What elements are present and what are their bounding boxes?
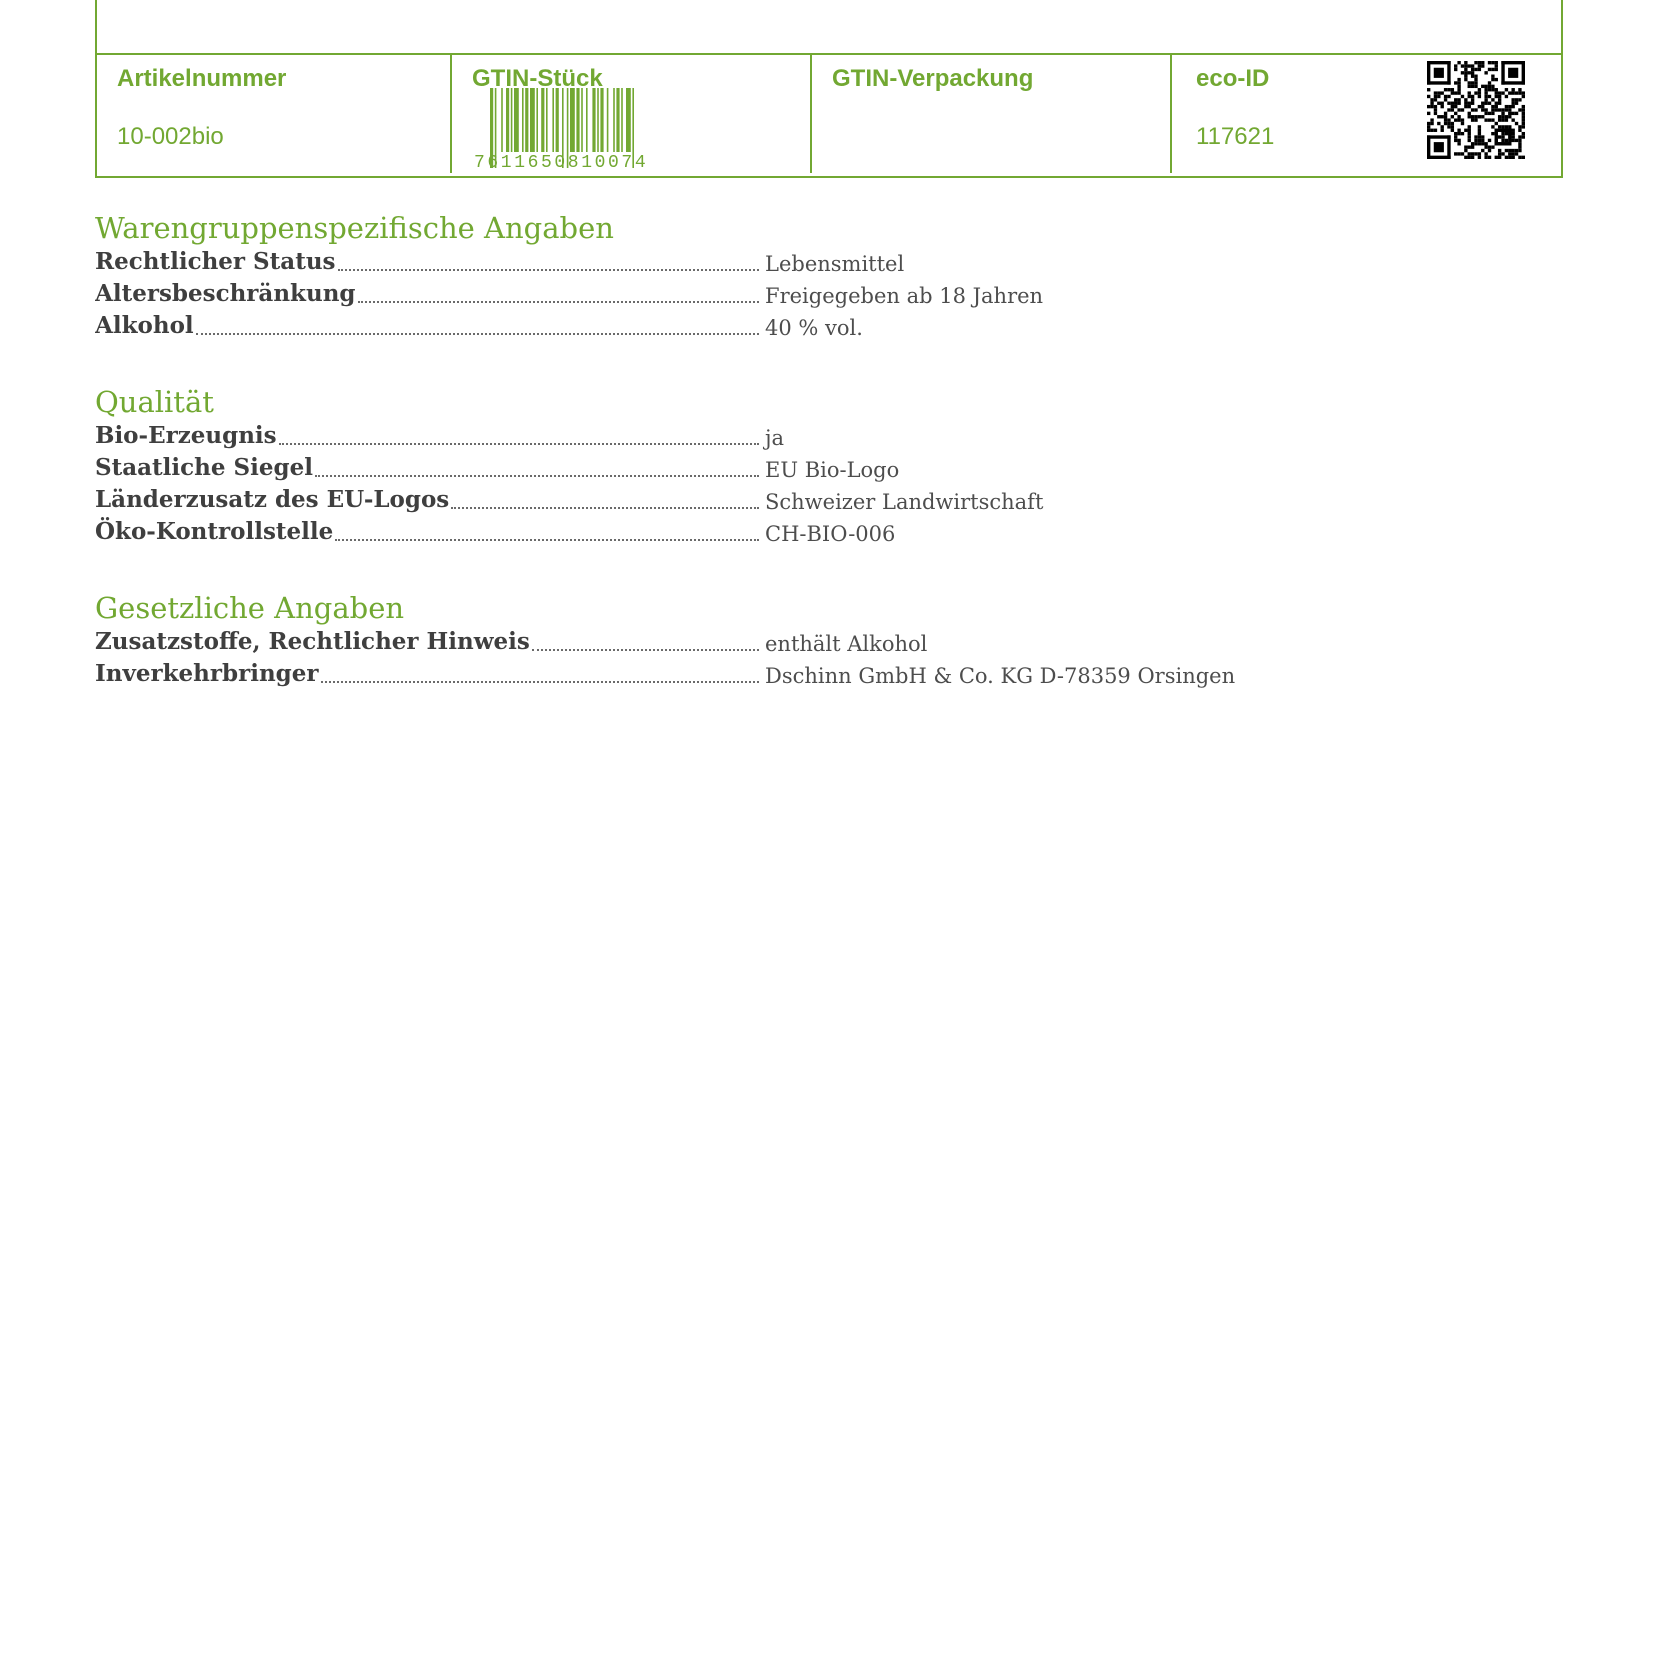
attribute-key: Altersbeschränkung — [95, 280, 356, 307]
section-gesetzlich — [95, 590, 1395, 690]
eco-id-label: eco-ID — [1196, 65, 1270, 92]
dot-leader — [279, 443, 759, 445]
attribute-value: EU Bio-Logo — [765, 458, 900, 482]
attribute-value: Lebensmittel — [765, 252, 905, 276]
attribute-value: ja — [765, 426, 785, 450]
attribute-value: 40 % vol. — [765, 316, 863, 340]
cell-eco-id — [1170, 55, 1563, 173]
artikelnummer-value: 10-002bio — [117, 123, 224, 150]
section-title: Gesetzliche Angaben — [95, 591, 405, 625]
attribute-row — [95, 310, 1395, 342]
attribute-key: Zusatzstoffe, Rechtlicher Hinweis — [95, 628, 530, 655]
dot-leader — [196, 333, 759, 335]
identifier-box — [95, 0, 1563, 178]
section-qualitaet — [95, 384, 1395, 548]
cell-gtin-stueck — [450, 55, 810, 173]
dot-leader — [321, 681, 760, 683]
section-title: Warengruppenspezifische Angaben — [95, 211, 614, 245]
attribute-row — [95, 452, 1395, 484]
qr-code-icon — [1427, 61, 1525, 159]
attribute-sections — [95, 210, 1395, 732]
section-warengruppe — [95, 210, 1395, 342]
dot-leader — [315, 475, 759, 477]
gtin-stueck-label: GTIN-Stück — [472, 65, 603, 92]
attribute-row — [95, 516, 1395, 548]
dot-leader — [335, 539, 759, 541]
attribute-row — [95, 420, 1395, 452]
attribute-value: CH-BIO-006 — [765, 522, 896, 546]
cell-gtin-verpackung — [810, 55, 1170, 173]
attribute-key: Inverkehrbringer — [95, 660, 319, 687]
attribute-key: Öko-Kontrollstelle — [95, 518, 334, 545]
identifier-row — [97, 53, 1561, 176]
attribute-row — [95, 484, 1395, 516]
attribute-key: Alkohol — [95, 312, 194, 339]
dot-leader — [358, 301, 759, 303]
gtin-stueck-value: 7611650810074 — [474, 153, 649, 173]
attribute-key: Staatliche Siegel — [95, 454, 313, 481]
attribute-row — [95, 278, 1395, 310]
gtin-verpackung-label: GTIN-Verpackung — [832, 65, 1034, 92]
dot-leader — [338, 269, 760, 271]
attribute-row — [95, 626, 1395, 658]
dot-leader — [451, 507, 759, 509]
attribute-row — [95, 246, 1395, 278]
eco-id-value: 117621 — [1196, 123, 1275, 150]
attribute-value: Freigegeben ab 18 Jahren — [765, 284, 1044, 308]
attribute-row — [95, 658, 1395, 690]
cell-artikelnummer — [97, 55, 450, 176]
attribute-value: Dschinn GmbH & Co. KG D-78359 Orsingen — [765, 664, 1236, 688]
attribute-key: Rechtlicher Status — [95, 248, 336, 275]
attribute-value: Schweizer Landwirtschaft — [765, 490, 1044, 514]
section-title: Qualität — [95, 385, 214, 419]
attribute-value: enthält Alkohol — [765, 632, 928, 656]
attribute-key: Bio-Erzeugnis — [95, 422, 277, 449]
attribute-key: Länderzusatz des EU-Logos — [95, 486, 450, 513]
dot-leader — [532, 649, 759, 651]
artikelnummer-label: Artikelnummer — [117, 65, 287, 92]
